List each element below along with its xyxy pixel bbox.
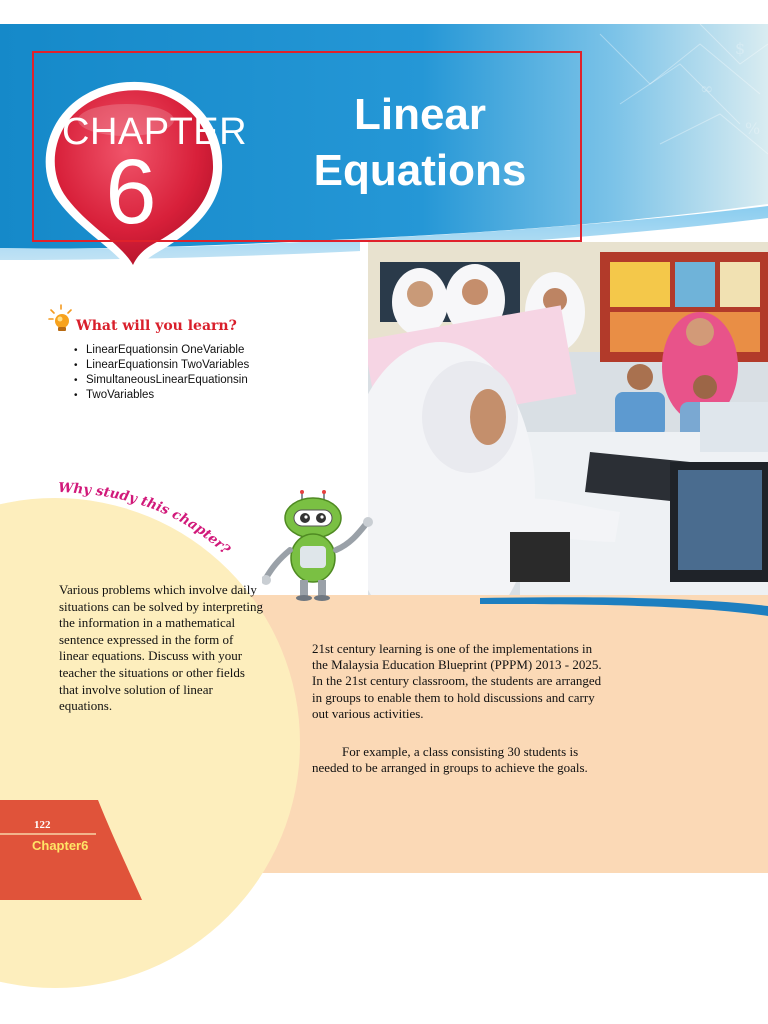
why-heading-text: Why study this chapter? — [57, 479, 234, 558]
selection-highlight-box — [32, 51, 582, 242]
classroom-photo — [360, 242, 768, 612]
svg-text:∞: ∞ — [700, 79, 714, 98]
chapter-title-line2: Equations — [313, 146, 527, 195]
page-number: 122 — [34, 819, 51, 831]
learn-heading: What will you learn? — [76, 318, 237, 334]
context-paragraph-2: For example, a class consisting 30 students is needed to be arranged in groups to achieve the goals. — [312, 744, 588, 776]
chapter-word: CHAPTER — [62, 111, 248, 153]
footer-chapter-label: Chapter6 — [32, 838, 89, 853]
why-heading — [56, 478, 246, 568]
learn-item: • LinearEquationsin OneVariable — [74, 343, 249, 358]
chapter-title-line1: Linear — [353, 90, 487, 139]
svg-text:Why study this chapter? — [58, 480, 234, 559]
svg-text:%: % — [745, 119, 761, 138]
svg-text:$: $ — [735, 39, 746, 58]
chapter-number: 6 — [105, 141, 157, 243]
robot-mascot — [262, 490, 374, 602]
learn-list — [74, 343, 249, 403]
learn-item-continuation: • TwoVariables — [74, 388, 249, 403]
yellow-circle — [0, 498, 300, 988]
lightbulb-icon — [48, 304, 74, 334]
why-paragraph: Various problems which involve daily situations can be solved by interpreting the information in a mathematical sentence expressed in the form of linear equations. Discuss with your teacher the situations or other fields that involve solution of linear equations. — [59, 582, 263, 714]
context-paragraph-1: 21st century learning is one of the implementations in the Malaysia Education Blueprint (PPPM) 2013 - 2025. In the 21st century classroom, the students are arranged in groups to enable them to hold discussions and carry out various activities. — [312, 641, 602, 721]
learn-item: • LinearEquationsin TwoVariables — [74, 358, 249, 373]
learn-item: • SimultaneousLinearEquationsin — [74, 373, 249, 388]
